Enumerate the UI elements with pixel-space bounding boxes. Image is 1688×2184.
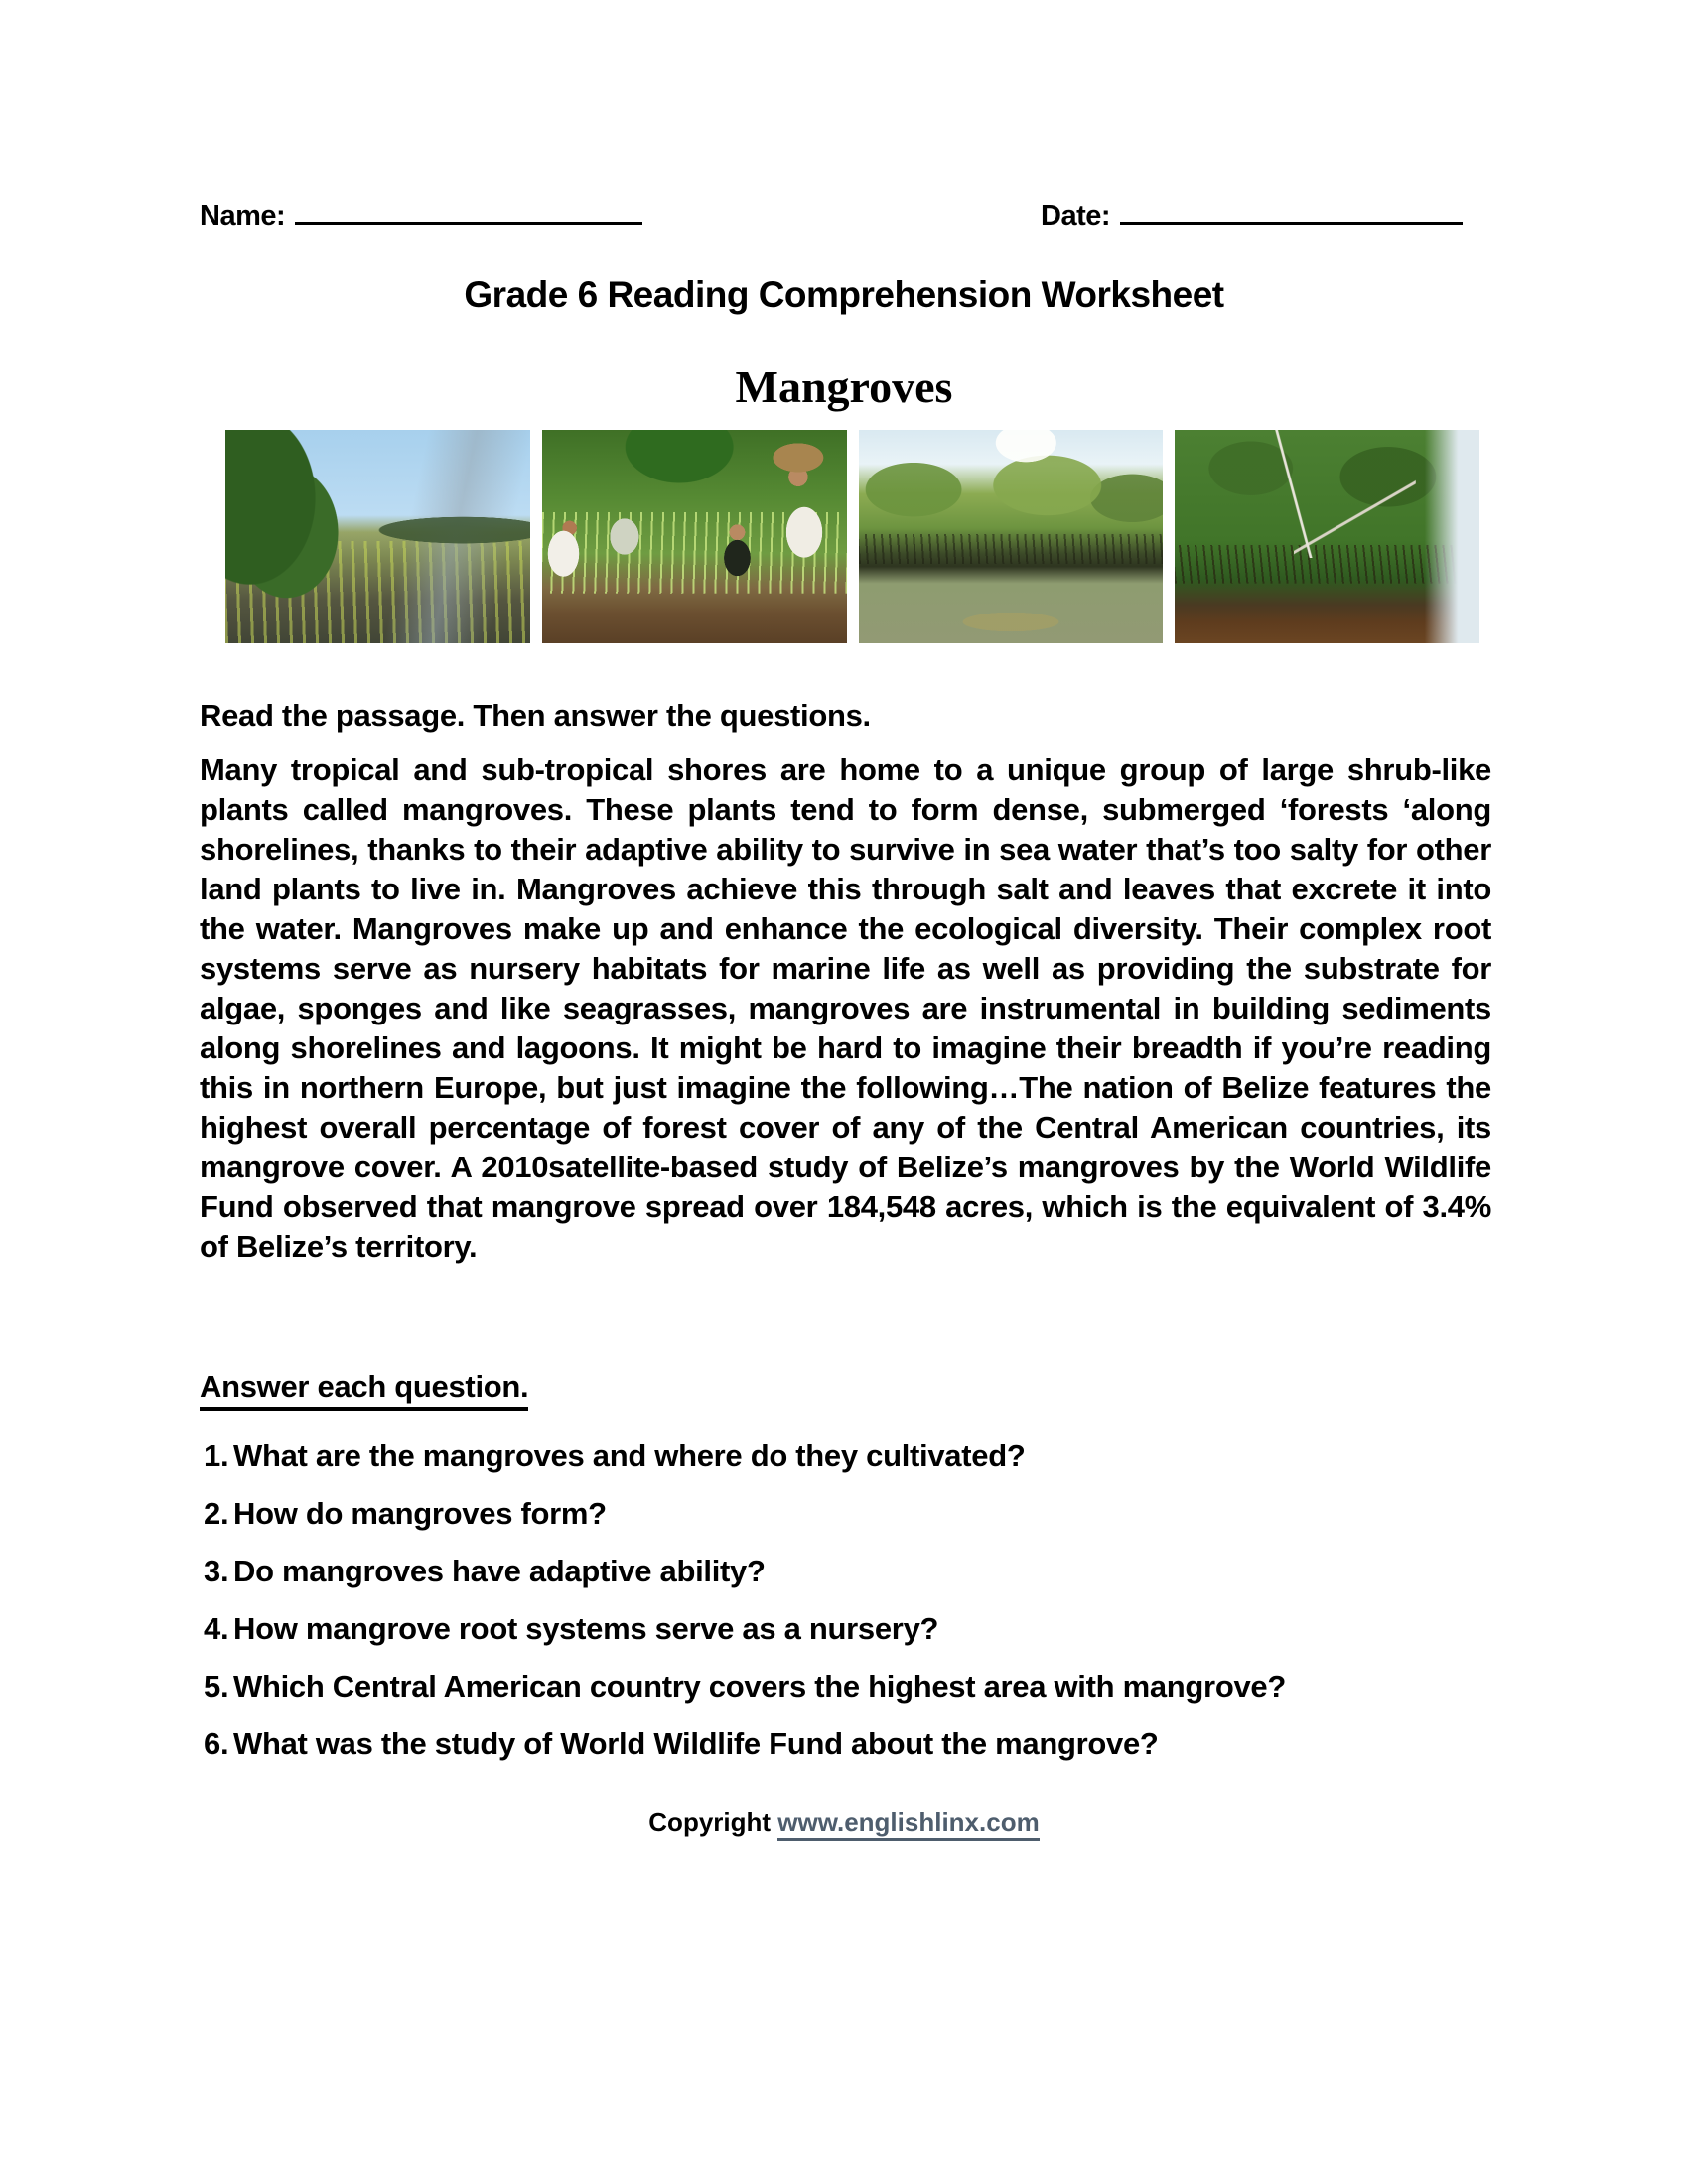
photo-mangrove-forest-shoreline [859,430,1164,643]
question-list [204,1436,1494,1782]
question-text: What are the mangroves and where do they cultivated? [233,1438,1026,1473]
question-text: Do mangroves have adaptive ability? [233,1554,766,1588]
question-number: 5. [204,1669,229,1704]
date-blank-line [1120,199,1463,225]
question-row [204,1494,1494,1534]
question-text: How mangrove root systems serve as a nursery? [233,1611,939,1646]
instructions-heading: Read the passage. Then answer the questions. [200,698,871,733]
photo-people-planting-mangroves [542,430,847,643]
question-text: What was the study of World Wildlife Fund about the mangrove? [233,1726,1159,1761]
name-label: Name: [200,201,286,232]
reading-passage: Many tropical and sub-tropical shores are home to a unique group of large shrub-like plants called mangroves. These plants tend to form dense, submerged ‘forests ‘along shorelines, thanks to their adaptive ability to survive in sea water that’s too salty for other land plants to live in. Mangroves achieve this through salt and leaves that excrete it into the water. Mangroves make up and enhance the ecological diversity. Their complex root systems serve as nursery habitats for marine life as well as providing the substrate for algae, sponges and like seagrasses, mangroves are instrumental in building sediments along shorelines and lagoons. It might be hard to imagine their breadth if you’re reading this in northern Europe, but just imagine the following…The nation of Belize features the highest overall percentage of forest cover of any of the Central American countries, its mangrove cover. A 2010satellite-based study of Belize’s mangroves by the World Wildlife Fund observed that mangrove spread over 184,548 acres, which is the equivalent of 3.4% of Belize’s territory. [200,752,1491,1264]
question-row [204,1724,1494,1764]
question-text: How do mangroves form? [233,1496,607,1531]
question-number: 2. [204,1496,229,1531]
page-title: Grade 6 Reading Comprehension Worksheet [464,274,1224,315]
passage-title: Mangroves [735,361,953,412]
answer-section-heading: Answer each question. [200,1369,528,1405]
question-row [204,1552,1494,1591]
englishlinx-link[interactable]: www.englishlinx.com [777,1807,1039,1841]
date-label: Date: [1041,201,1111,232]
photo-strip [225,430,1479,643]
photo-mangrove-roots-water [1175,430,1479,643]
date-field-row [1041,199,1463,233]
copyright-label: Copyright [648,1807,778,1837]
question-row [204,1609,1494,1649]
name-blank-line [295,199,642,225]
question-row [204,1436,1494,1476]
question-text: Which Central American country covers the highest area with mangrove? [233,1669,1286,1704]
question-number: 1. [204,1438,229,1473]
question-number: 6. [204,1726,229,1761]
name-field-row [200,199,642,233]
question-row [204,1667,1494,1706]
question-number: 4. [204,1611,229,1646]
question-number: 3. [204,1554,229,1588]
copyright-footer [0,1807,1688,1838]
photo-mangrove-seedling-marsh [225,430,530,643]
